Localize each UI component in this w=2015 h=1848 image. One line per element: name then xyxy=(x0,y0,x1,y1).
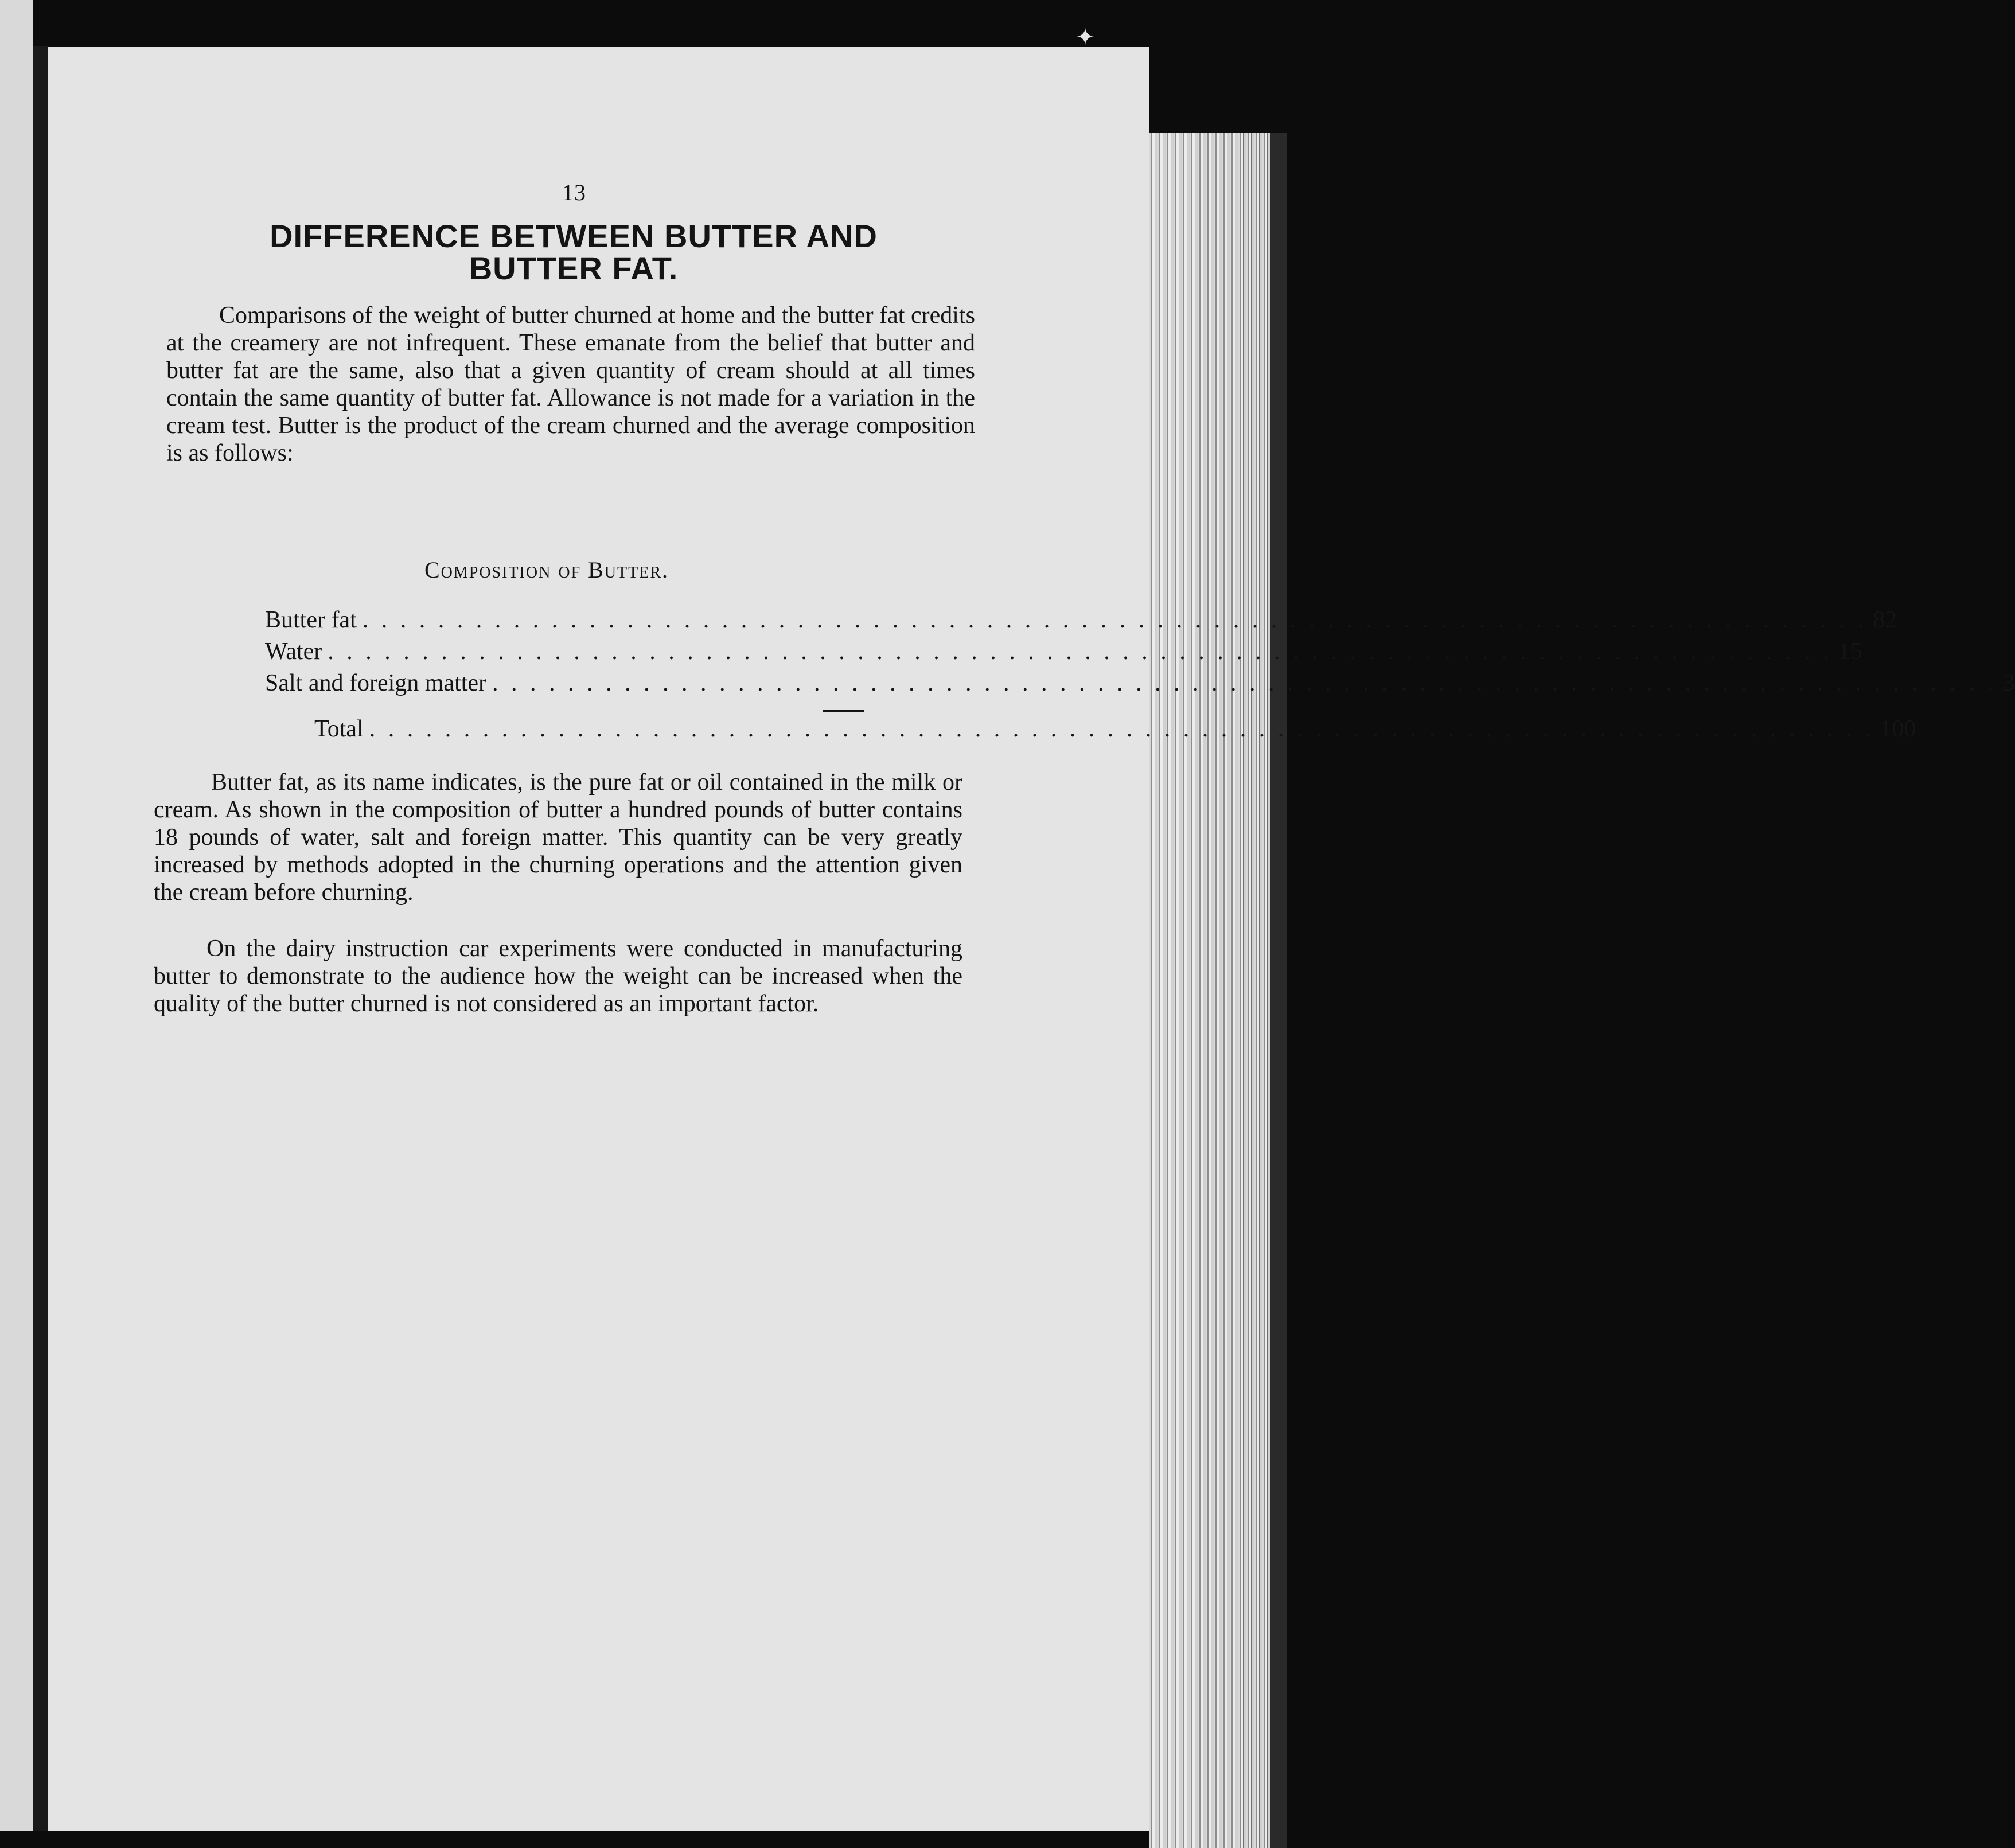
row-label: Salt and foreign matter xyxy=(265,670,487,696)
composition-row-total xyxy=(314,714,1916,744)
dot-leader: . . . . . . . . . . . . . . . . . . . . . . . . . . . . . . . . . . . . . . . . . . . . . . . . . . . . . . . . . . . . . . . . . . . . . . . . . . . . . . . . xyxy=(328,638,1833,665)
experiment-paragraph: On the dairy instruction car experiments were conducted in manufacturing butter to demonstrate to the audience how the weight can be increased when the quality of the butter churned is not considered as an important factor. xyxy=(154,935,962,1017)
butter-fat-paragraph: Butter fat, as its name indicates, is the pure fat or oil contained in the milk or cream. As shown in the composition of butter a hundred pounds of butter contains 18 pounds of water, salt and foreign matter. This quantity can be very greatly increased by methods adopted in the churning operations and the attention given the cream before churning. xyxy=(154,769,962,906)
row-value: 82 xyxy=(1873,607,1897,633)
page-number: 13 xyxy=(562,180,586,205)
dot-leader: . . . . . . . . . . . . . . . . . . . . . . . . . . . . . . . . . . . . . . . . . . . . . . . . . . . . . . . . . . . . . . . . . . . . . . . . . . . . . . . . xyxy=(362,607,1868,633)
row-value: 15 xyxy=(1838,638,1862,665)
title-line-2: BUTTER FAT. xyxy=(469,250,679,286)
composition-row-salt xyxy=(265,668,2015,698)
dot-leader: . . . . . . . . . . . . . . . . . . . . . . . . . . . . . . . . . . . . . . . . . . . . . . . . . . . . . . . . . . . . . . . . . . . . . . . . . . . . . . . . xyxy=(492,670,1997,696)
total-rule xyxy=(823,710,864,712)
scan-corner-mark-icon: ✦ xyxy=(1075,24,1095,50)
row-label: Water xyxy=(265,638,322,665)
dot-leader: . . . . . . . . . . . . . . . . . . . . . . . . . . . . . . . . . . . . . . . . . . . . . . . . . . . . . . . . . . . . . . . . . . . . . . . . . . . . . . . . xyxy=(369,716,1874,742)
composition-table-heading: Composition of Butter. xyxy=(424,557,669,583)
total-label: Total xyxy=(314,716,364,742)
intro-paragraph: Comparisons of the weight of butter churned at home and the butter fat credits at the creamery are not infrequent. These emanate from the belief that butter and butter fat are the same, also that a given quantity of cream should at all times contain the same quantity of butter fat. Allowance is not made for a variation in the cream test. Butter is the product of the cream churned and the average composition is as follows: xyxy=(166,302,975,466)
row-label: Butter fat xyxy=(265,607,357,633)
adjacent-page-strip xyxy=(0,0,33,1831)
chapter-title xyxy=(218,220,929,284)
page-edge-shadow xyxy=(1270,133,1287,1848)
book-gutter xyxy=(33,46,48,1831)
total-value: 100 xyxy=(1880,716,1916,742)
row-value: 3 xyxy=(2002,670,2015,696)
composition-row-butter-fat xyxy=(265,605,1897,635)
composition-row-water xyxy=(265,637,1862,666)
page-edges-stack xyxy=(1149,133,1281,1848)
title-line-1: DIFFERENCE BETWEEN BUTTER AND xyxy=(270,218,878,254)
